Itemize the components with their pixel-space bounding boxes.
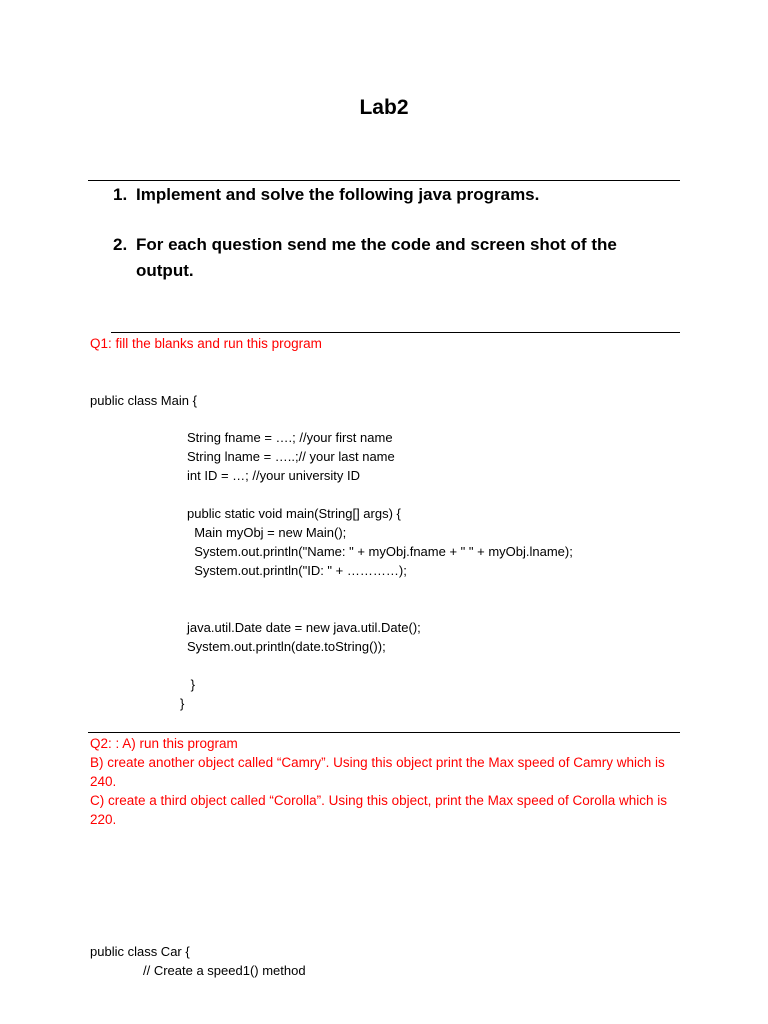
code-line: } xyxy=(187,677,195,692)
code-line: java.util.Date date = new java.util.Date(); xyxy=(187,620,421,635)
code-line: Main myObj = new Main(); xyxy=(187,525,347,540)
q2-instructions xyxy=(90,734,680,829)
code-line: public static void main(String[] args) { xyxy=(187,506,401,521)
divider-q2 xyxy=(88,732,680,733)
q1-code-block xyxy=(187,428,573,694)
q1-class-close: } xyxy=(180,696,185,711)
q2-line-c: C) create a third object called “Corolla”. Using this object, print the Max speed of Corolla which is 220. xyxy=(90,793,668,827)
instruction-text: Implement and solve the following java programs. xyxy=(136,185,540,204)
code-line xyxy=(187,485,573,504)
instruction-item-1 xyxy=(113,182,673,208)
q2-line-b: B) create another object called “Camry”. Using this object print the Max speed of Camry which is 240. xyxy=(90,755,665,789)
instruction-number: 2. xyxy=(113,235,128,254)
code-line: String lname = …..;// your last name xyxy=(187,449,395,464)
q2-line-a: Q2: : A) run this program xyxy=(90,736,238,751)
code-line: System.out.println("ID: " + …………); xyxy=(187,563,407,578)
q1-class-open: public class Main { xyxy=(90,393,197,408)
q2-class-open: public class Car { xyxy=(90,944,190,959)
divider-q1 xyxy=(111,332,680,333)
code-line: System.out.println("Name: " + myObj.fname + " " + myObj.lname); xyxy=(187,544,573,559)
code-line xyxy=(187,656,573,675)
instruction-number: 1. xyxy=(113,185,128,204)
code-line: String fname = ….; //your first name xyxy=(187,430,393,445)
divider-top xyxy=(88,180,680,181)
code-line xyxy=(187,580,573,599)
q1-heading: Q1: fill the blanks and run this program xyxy=(90,336,322,351)
q2-comment: // Create a speed1() method xyxy=(143,963,306,978)
code-line: System.out.println(date.toString()); xyxy=(187,639,386,654)
instruction-item-2 xyxy=(113,232,673,284)
code-line xyxy=(187,599,573,618)
instruction-text: For each question send me the code and screen shot of the output. xyxy=(136,235,617,280)
page-title: Lab2 xyxy=(359,96,409,119)
code-line: int ID = …; //your university ID xyxy=(187,468,361,483)
